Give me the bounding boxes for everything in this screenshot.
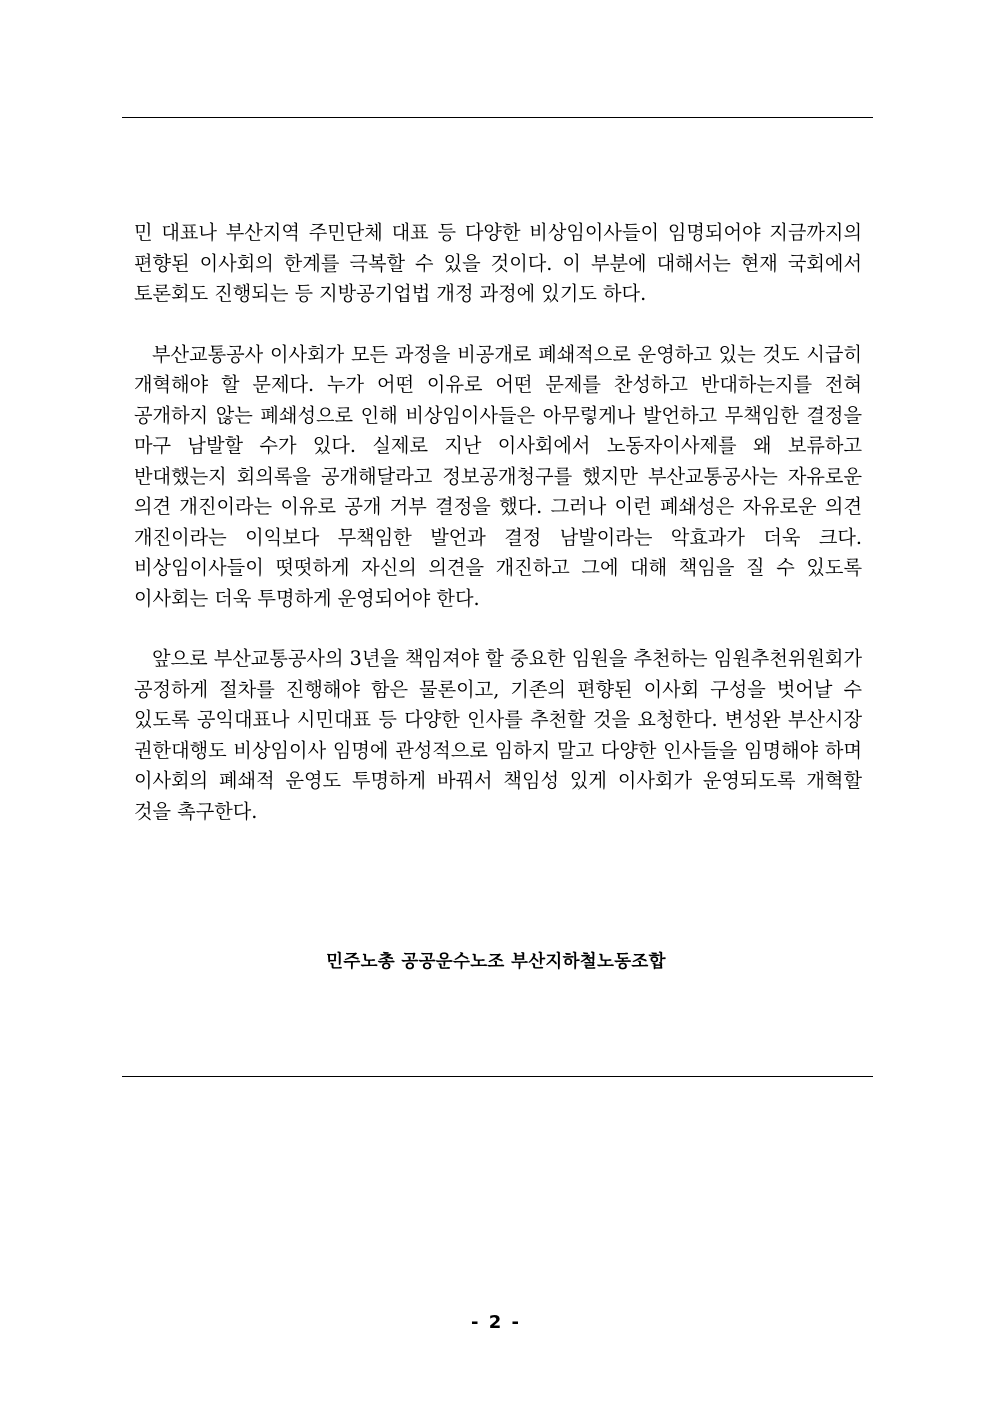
document-body <box>134 218 862 827</box>
page-number: - 2 - <box>471 1312 521 1333</box>
paragraph-1: 민 대표나 부산지역 주민단체 대표 등 다양한 비상임이사들이 임명되어야 지금까지의 편향된 이사회의 한계를 극복할 수 있을 것이다. 이 부분에 대해서는 현재 국회에서 토론회도 진행되는 등 지방공기업법 개정 과정에 있기도 하다. <box>134 221 862 305</box>
union-signature: 민주노총 공공운수노조 부산지하철노동조합 <box>326 952 666 972</box>
paragraph-2: 부산교통공사 이사회가 모든 과정을 비공개로 폐쇄적으로 운영하고 있는 것도 시급히 개혁해야 할 문제다. 누가 어떤 이유로 어떤 문제를 찬성하고 반대하는지를 전혀 공개하지 않는 폐쇄성으로 인해 비상임이사들은 아무렇게나 발언하고 무책임한 결정을 마구 남발할 수가 있다. 실제로 지난 이사회에서 노동자이사제를 왜 보류하고 반대했는지 회의록을 공개해달라고 정보공개청구를 했지만 부산교통공사는 자유로운 의견 개진이라는 이유로 공개 거부 결정을 했다. 그러나 이런 폐쇄성은 자유로운 의견 개진이라는 이익보다 무책임한 발언과 결정 남발이라는 악효과가 더욱 크다. 비상임이사들이 떳떳하게 자신의 의견을 개진하고 그에 대해 책임을 질 수 있도록 이사회는 더욱 투명하게 운영되어야 한다. <box>134 342 862 610</box>
header-rule <box>122 117 873 118</box>
paragraph-3: 앞으로 부산교통공사의 3년을 책임져야 할 중요한 임원을 추천하는 임원추천위원회가 공정하게 절차를 진행해야 함은 물론이고, 기존의 편향된 이사회 구성을 벗어날 수 있도록 공익대표나 시민대표 등 다양한 인사를 추천할 것을 요청한다. 변성완 부산시장 권한대행도 비상임이사 임명에 관성적으로 임하지 말고 다양한 인사들을 임명해야 하며 이사회의 폐쇄적 운영도 투명하게 바꿔서 책임성 있게 이사회가 운영되도록 개혁할 것을 촉구한다. <box>134 647 862 823</box>
footer-rule <box>122 1076 873 1077</box>
